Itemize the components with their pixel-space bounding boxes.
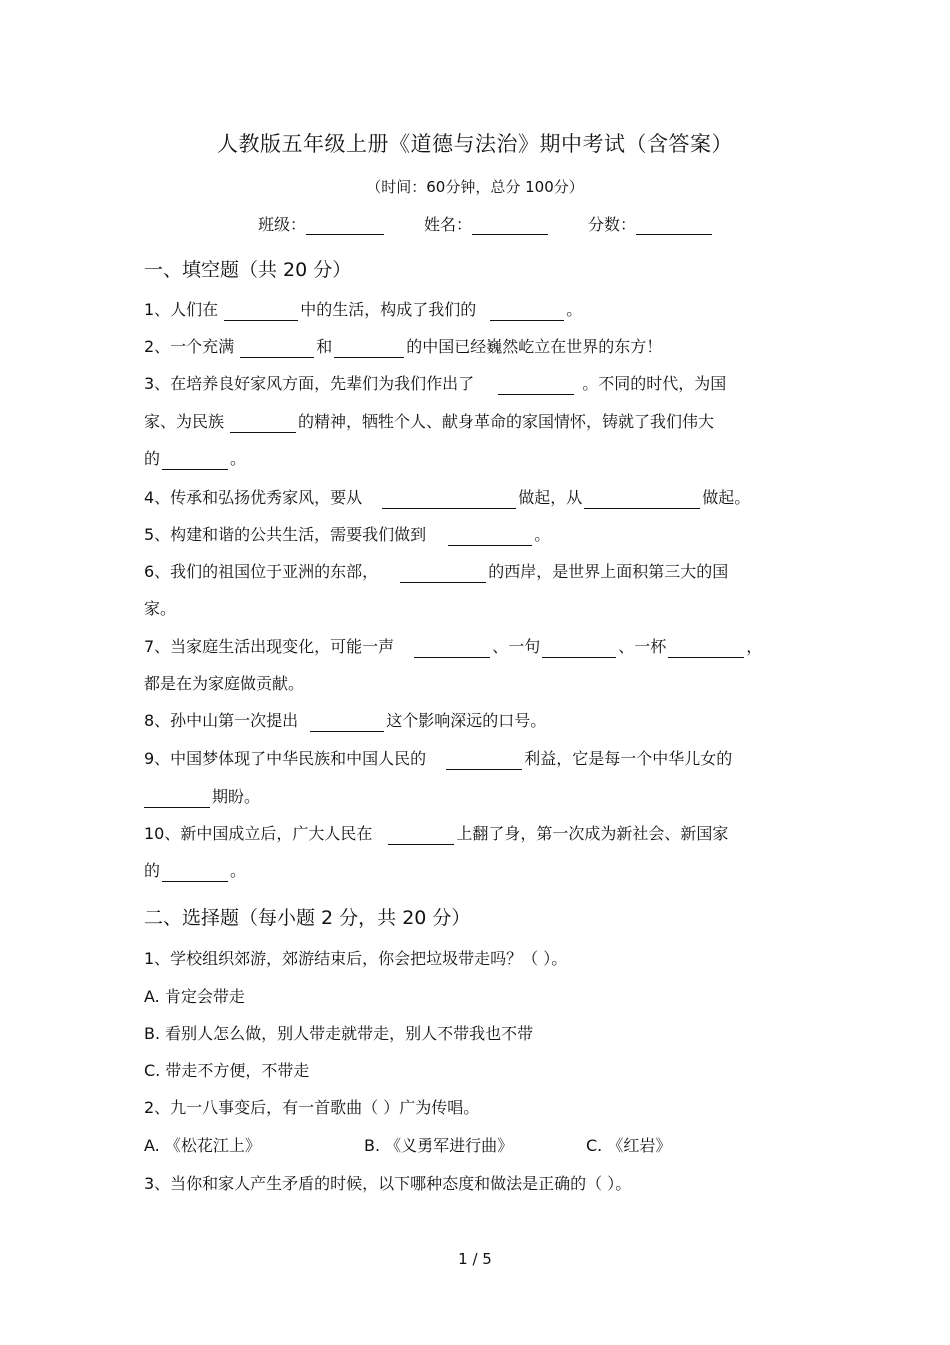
question-4 bbox=[144, 487, 750, 509]
student-info bbox=[258, 212, 752, 235]
question-6-line-1 bbox=[144, 561, 728, 583]
answer-blank bbox=[668, 641, 744, 658]
question-7-line-1 bbox=[144, 636, 762, 658]
choice-option-a: A. 肯定会带走 bbox=[144, 987, 245, 1006]
q1-text-c: 。 bbox=[566, 300, 583, 319]
q4-text-a: 4、传承和弘扬优秀家风，要从 bbox=[144, 488, 363, 507]
page-number: 1 / 5 bbox=[458, 1250, 492, 1268]
q10-text-c: 的 bbox=[144, 861, 161, 880]
q4-text-c: 做起。 bbox=[702, 488, 751, 507]
q1-text-a: 1、人们在 bbox=[144, 300, 219, 319]
question-10-line-2 bbox=[144, 860, 246, 882]
answer-blank bbox=[240, 341, 314, 358]
q3-text-e: 的 bbox=[144, 449, 161, 468]
question-8 bbox=[144, 710, 546, 732]
answer-blank bbox=[310, 715, 384, 732]
answer-blank bbox=[446, 753, 522, 770]
answer-blank bbox=[400, 566, 486, 583]
section-heading-fill: 一、填空题（共 20 分） bbox=[144, 259, 352, 281]
question-9-line-2 bbox=[144, 786, 260, 808]
q3-text-b: 。不同的时代，为国 bbox=[582, 374, 727, 393]
q1-text-b: 中的生活，构成了我们的 bbox=[300, 300, 477, 319]
choice-option-b: B. 看别人怎么做，别人带走就带走，别人不带我也不带 bbox=[144, 1024, 534, 1043]
class-blank bbox=[306, 216, 384, 235]
answer-blank bbox=[542, 641, 616, 658]
q3-text-d: 的精神，牺牲个人、献身革命的家国情怀，铸就了我们伟大 bbox=[298, 412, 715, 431]
q4-text-b: 做起，从 bbox=[518, 488, 583, 507]
page-title: 人教版五年级上册《道德与法治》期中考试（含答案） bbox=[217, 132, 733, 156]
q3-text-a: 3、在培养良好家风方面，先辈们为我们作出了 bbox=[144, 374, 475, 393]
choice-question-1: 1、学校组织郊游，郊游结束后，你会把垃圾带走吗？（ ）。 bbox=[144, 949, 568, 968]
q6-text-a: 6、我们的祖国位于亚洲的东部， bbox=[144, 562, 379, 581]
question-1 bbox=[144, 299, 582, 321]
name-blank bbox=[472, 216, 548, 235]
question-3-line-3 bbox=[144, 448, 246, 470]
class-field bbox=[258, 212, 384, 235]
choice-option-b: B. 《义勇军进行曲》 bbox=[364, 1136, 514, 1155]
q6-text-b: 的西岸，是世界上面积第三大的国 bbox=[488, 562, 729, 581]
question-3-line-2 bbox=[144, 411, 714, 433]
question-9-line-1 bbox=[144, 748, 732, 770]
q10-text-a: 10、新中国成立后，广大人民在 bbox=[144, 824, 373, 843]
choice-question-3: 3、当你和家人产生矛盾的时候，以下哪种态度和做法是正确的（ ）。 bbox=[144, 1174, 632, 1193]
answer-blank bbox=[162, 865, 228, 882]
q2-text-c: 的中国已经巍然屹立在世界的东方！ bbox=[406, 337, 663, 356]
exam-subtitle: （时间：60分钟，总分 100分） bbox=[366, 178, 584, 196]
q7-text-b: 、一句 bbox=[492, 637, 541, 656]
score-blank bbox=[636, 216, 712, 235]
q2-text-a: 2、一个充满 bbox=[144, 337, 235, 356]
choice-question-2: 2、九一八事变后，有一首歌曲（ ）广为传唱。 bbox=[144, 1098, 480, 1117]
q7-text-d: ， bbox=[746, 637, 763, 656]
question-3-line-1 bbox=[144, 373, 726, 395]
q7-text-a: 7、当家庭生活出现变化，可能一声 bbox=[144, 637, 395, 656]
question-5 bbox=[144, 524, 550, 546]
answer-blank bbox=[224, 304, 298, 321]
section-heading-choice: 二、选择题（每小题 2 分，共 20 分） bbox=[144, 907, 471, 929]
name-label: 姓名： bbox=[424, 215, 473, 234]
q10-text-b: 上翻了身，第一次成为新社会、新国家 bbox=[456, 824, 729, 843]
question-6-line-2: 家。 bbox=[144, 599, 177, 618]
answer-blank bbox=[498, 378, 574, 395]
answer-blank bbox=[388, 828, 454, 845]
answer-blank bbox=[414, 641, 490, 658]
answer-blank bbox=[334, 341, 404, 358]
q9-text-c: 期盼。 bbox=[212, 787, 261, 806]
answer-blank bbox=[490, 304, 564, 321]
answer-blank bbox=[382, 492, 516, 509]
choice-option-c: C. 《红岩》 bbox=[586, 1136, 672, 1155]
question-7-line-2: 都是在为家庭做贡献。 bbox=[144, 674, 305, 693]
class-label: 班级： bbox=[258, 215, 307, 234]
q10-text-d: 。 bbox=[230, 861, 247, 880]
q9-text-b: 利益，它是每一个中华儿女的 bbox=[524, 749, 733, 768]
choice-options-row bbox=[144, 1135, 671, 1157]
q5-text-a: 5、构建和谐的公共生活，需要我们做到 bbox=[144, 525, 427, 544]
answer-blank bbox=[162, 453, 228, 470]
answer-blank bbox=[144, 791, 210, 808]
answer-blank bbox=[448, 529, 532, 546]
name-field bbox=[424, 212, 548, 235]
score-label: 分数： bbox=[588, 215, 637, 234]
q8-text-a: 8、孙中山第一次提出 bbox=[144, 711, 299, 730]
question-2 bbox=[144, 336, 662, 358]
question-10-line-1 bbox=[144, 823, 728, 845]
answer-blank bbox=[584, 492, 700, 509]
q3-text-c: 家、为民族 bbox=[144, 412, 225, 431]
q2-text-b: 和 bbox=[316, 337, 333, 356]
q8-text-b: 这个影响深远的口号。 bbox=[386, 711, 547, 730]
q9-text-a: 9、中国梦体现了中华民族和中国人民的 bbox=[144, 749, 427, 768]
choice-option-c: C. 带走不方便，不带走 bbox=[144, 1061, 310, 1080]
q7-text-c: 、一杯 bbox=[618, 637, 667, 656]
choice-option-a: A. 《松花江上》 bbox=[144, 1136, 261, 1155]
score-field bbox=[588, 212, 712, 235]
answer-blank bbox=[230, 416, 296, 433]
q5-text-b: 。 bbox=[534, 525, 551, 544]
q3-text-f: 。 bbox=[230, 449, 247, 468]
